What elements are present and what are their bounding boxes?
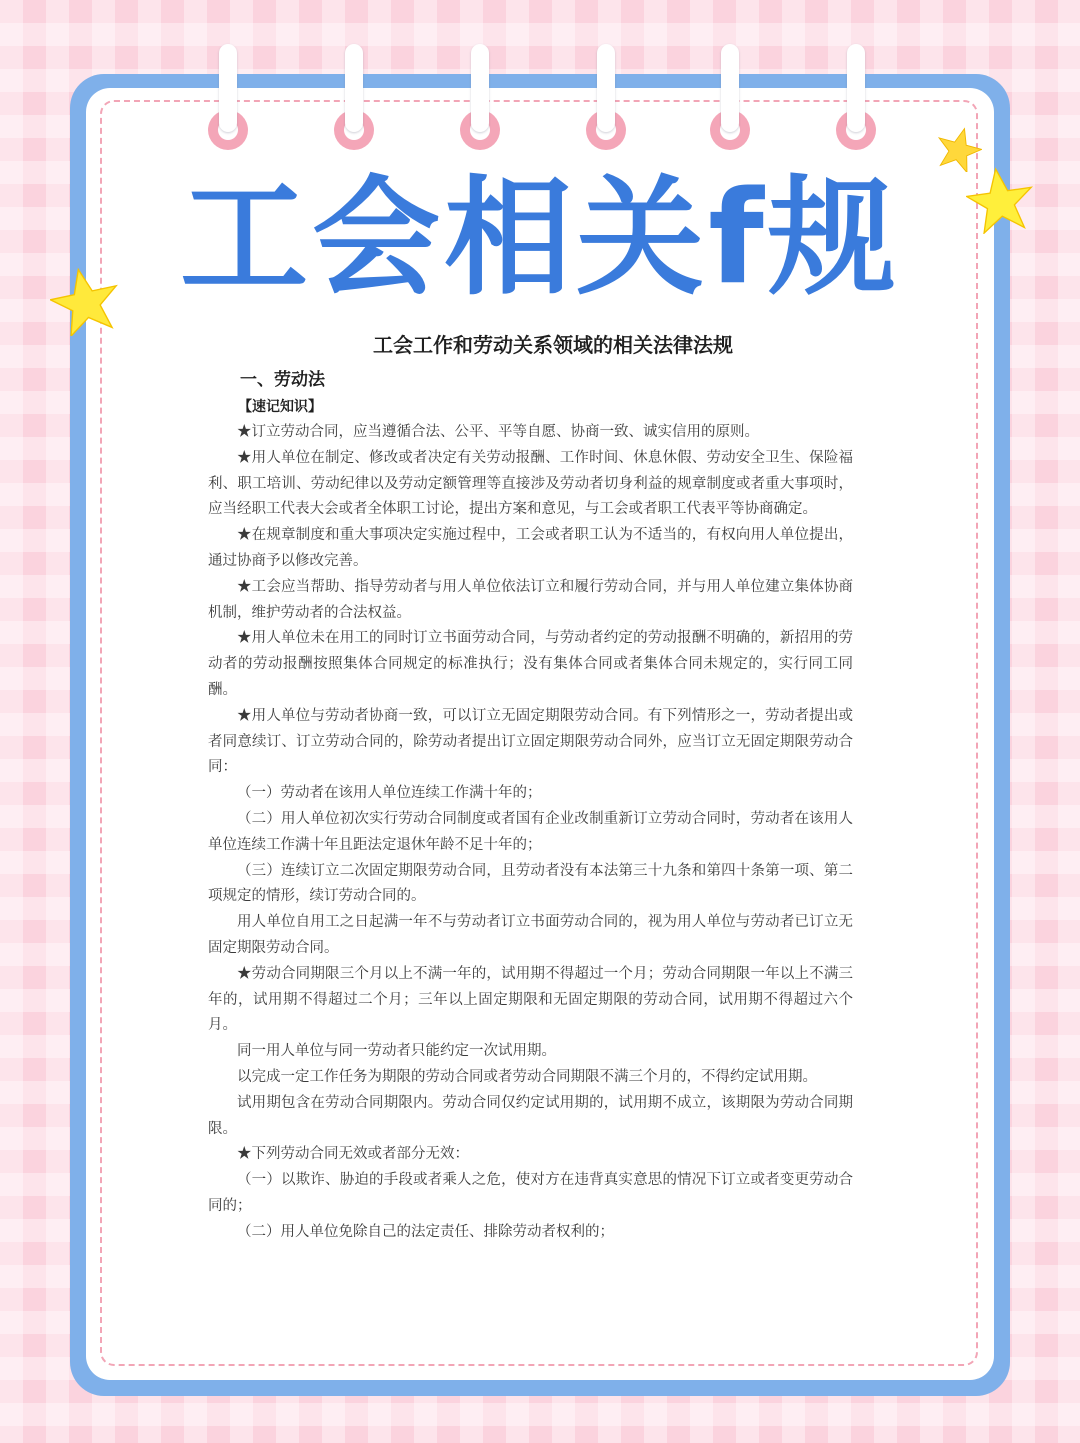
section-heading: 一、劳动法 (240, 370, 325, 390)
paragraph: 同一用人单位与同一劳动者只能约定一次试用期。 (237, 1043, 556, 1060)
main-title: 工会相关f规 (180, 164, 900, 313)
binder-ring-2 (330, 44, 378, 149)
list-item: （二）用人单位初次实行劳动合同制度或者国有企业改制重新订立劳动合同时，劳动者在该用人单位连续工作满十年且距法定退休年龄不足十年的； (208, 810, 853, 853)
binder-ring-5 (706, 44, 754, 149)
paragraph: 用人单位自用工之日起满一年不与劳动者订立书面劳动合同的，视为用人单位与劳动者已订立无固定期限劳动合同。 (208, 914, 853, 956)
list-item: （二）用人单位免除自己的法定责任、排除劳动者权利的； (237, 1223, 614, 1240)
paragraph: 试用期包含在劳动合同期限内。劳动合同仅约定试用期的，试用期不成立，该期限为劳动合同期限。 (208, 1094, 853, 1137)
paragraph: ★用人单位未在用工的同时订立书面劳动合同，与劳动者约定的劳动报酬不明确的，新招用的劳动者的劳动报酬按照集体合同规定的标准执行；没有集体合同或者集体合同未规定的，实行同工同酬。 (208, 630, 853, 698)
paragraph: 以完成一定工作任务为期限的劳动合同或者劳动合同期限不满三个月的，不得约定试用期。 (237, 1068, 817, 1085)
document-title: 工会工作和劳动关系领域的相关法律法规 (373, 333, 733, 357)
list-item: （一）以欺诈、胁迫的手段或者乘人之危，使对方在违背真实意思的情况下订立或者变更劳动合同的； (208, 1172, 853, 1214)
list-item: （一）劳动者在该用人单位连续工作满十年的； (237, 785, 542, 802)
paragraph: ★在规章制度和重大事项决定实施过程中，工会或者职工认为不适当的，有权向用人单位提出，通过协商予以修改完善。 (208, 527, 853, 569)
paragraph: ★订立劳动合同，应当遵循合法、公平、平等自愿、协商一致、诚实信用的原则。 (237, 424, 759, 440)
document-body (208, 420, 853, 1246)
quick-notes-tag: 【速记知识】 (238, 399, 322, 415)
paragraph: ★下列劳动合同无效或者部分无效： (237, 1146, 469, 1163)
binder-ring-4 (582, 44, 630, 149)
list-item: （三）连续订立二次固定期限劳动合同，且劳动者没有本法第三十九条和第四十条第一项、第二项规定的情形，续订劳动合同的。 (208, 862, 853, 905)
binder-ring-3 (456, 44, 504, 149)
paragraph: ★工会应当帮助、指导劳动者与用人单位依法订立和履行劳动合同，并与用人单位建立集体协商机制，维护劳动者的合法权益。 (208, 578, 853, 621)
binder-ring-1 (204, 44, 252, 149)
paragraph: ★用人单位在制定、修改或者决定有关劳动报酬、工作时间、休息休假、劳动安全卫生、保险福利、职工培训、劳动纪律以及劳动定额管理等直接涉及劳动者切身利益的规章制度或者重大事项时，应当经职工代表大会或者全体职工讨论，提出方案和意见，与工会或者职工代表平等协商确定。 (208, 449, 853, 518)
paragraph: ★劳动合同期限三个月以上不满一年的，试用期不得超过一个月；劳动合同期限一年以上不满三年的，试用期不得超过二个月；三年以上固定期限和无固定期限的劳动合同，试用期不得超过六个月。 (208, 965, 853, 1034)
binder-ring-6 (832, 44, 880, 149)
paragraph: ★用人单位与劳动者协商一致，可以订立无固定期限劳动合同。有下列情形之一，劳动者提出或者同意续订、订立劳动合同的，除劳动者提出订立固定期限劳动合同外，应当订立无固定期限劳动合同： (208, 707, 853, 776)
